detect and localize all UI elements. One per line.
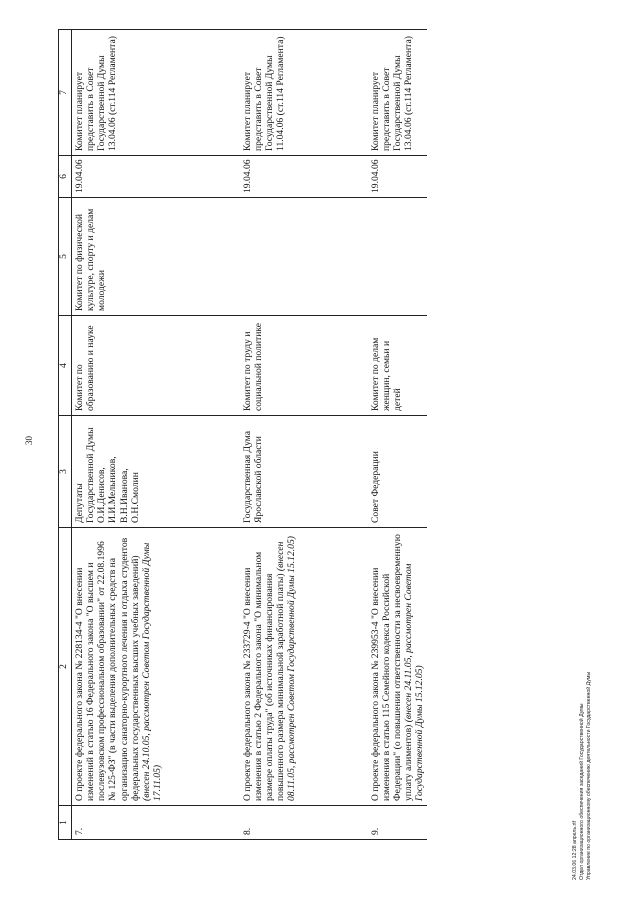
plan-cell: Комитет планирует представить в Совет Государственной Думы 13.04.06 (ст.114 Регламента) — [368, 30, 428, 156]
row-number: 7. — [72, 806, 240, 840]
page-number: 30 — [24, 436, 34, 445]
bill-cell — [240, 528, 368, 806]
committee-cell: Комитет по делам женщин, семьи и детей — [368, 316, 428, 416]
footer-department: Отдел организационного обеспечения заседаний Государственной Думы — [579, 703, 586, 880]
column-header: 3 — [59, 416, 72, 528]
bill-status: (внесен 08.11.05, рассмотрен Советом Государственной Думы 15.12.05) — [274, 536, 297, 801]
bill-cell — [72, 528, 240, 806]
bill-status: (внесен 24.11.05, рассмотрен Советом Государственной Думы 15.12.05) — [402, 563, 425, 801]
column-header: 2 — [59, 528, 72, 806]
legislation-table-wrapper — [58, 30, 425, 840]
legislation-table — [58, 29, 427, 840]
column-header: 4 — [59, 316, 72, 416]
document-footer — [572, 460, 593, 880]
bill-title: О проекте федерального закона № 228134-4 "О внесении изменений в статью 16 Федерального закона "О высшем и послевузовском профессиональном образовании" от 22.08.1996 № 125-ФЗ" (в части выделения дополнительных средств на организацию санаторно-курортного лечения и отдыха студентов федеральных государственных высших учебных заведений) — [74, 537, 141, 801]
table-row — [368, 30, 428, 840]
row-number: 9. — [368, 806, 428, 840]
bill-title: О проекте федерального закона № 239953-4 "О внесении изменения в статью 115 Семейного кодекса Российской Федерации" (о повышении ответственности за несвоевременную уплату алиментов) — [369, 534, 414, 801]
date-cell: 19.04.06 — [240, 156, 368, 198]
column-header: 7 — [59, 30, 72, 156]
table-row — [240, 30, 368, 840]
date-cell: 19.04.06 — [72, 156, 240, 198]
committee-cell: Комитет по труду и социальной политике — [240, 316, 368, 416]
initiator-cell: Совет Федерации — [368, 416, 428, 528]
co-committee-cell: Комитет по физической культуре, спорту и делам молодежи — [72, 198, 240, 316]
plan-cell: Комитет планирует представить в Совет Государственной Думы 11.04.06 (ст.114 Регламента) — [240, 30, 368, 156]
column-header: 6 — [59, 156, 72, 198]
row-number: 8. — [240, 806, 368, 840]
committee-cell: Комитет по образованию и науке — [72, 316, 240, 416]
date-cell: 19.04.06 — [368, 156, 428, 198]
bill-status: (внесен 24.10.05, рассмотрен Советом Государственной Думы 17.11.05) — [140, 542, 163, 801]
bill-title: О проекте федерального закона № 233729-4 "О внесении изменения в статью 2 Федерального закона "О минимальном размере оплаты труда" (об источниках финансирования повышенного размера минимальной заработной платы) — [241, 551, 286, 801]
bill-cell — [368, 528, 428, 806]
table-row — [72, 30, 240, 840]
footer-file: 24.03.06 12:28 апрель.rtf — [572, 820, 578, 880]
initiator-cell: Депутаты Государственной Думы О.И.Денисов, И.И.Мельников, В.Н.Иванова, О.Н.Смолин — [72, 416, 240, 528]
co-committee-cell — [240, 198, 368, 316]
column-number-row — [59, 30, 72, 840]
plan-cell: Комитет планирует представить в Совет Государственной Думы 13.04.06 (ст.114 Регламента) — [72, 30, 240, 156]
column-header: 1 — [59, 806, 72, 840]
co-committee-cell — [368, 198, 428, 316]
footer-directorate: Управление по организационному обеспечению деятельности Государственной Думы — [586, 671, 593, 880]
initiator-cell: Государственная Дума Ярославской области — [240, 416, 368, 528]
column-header: 5 — [59, 198, 72, 316]
